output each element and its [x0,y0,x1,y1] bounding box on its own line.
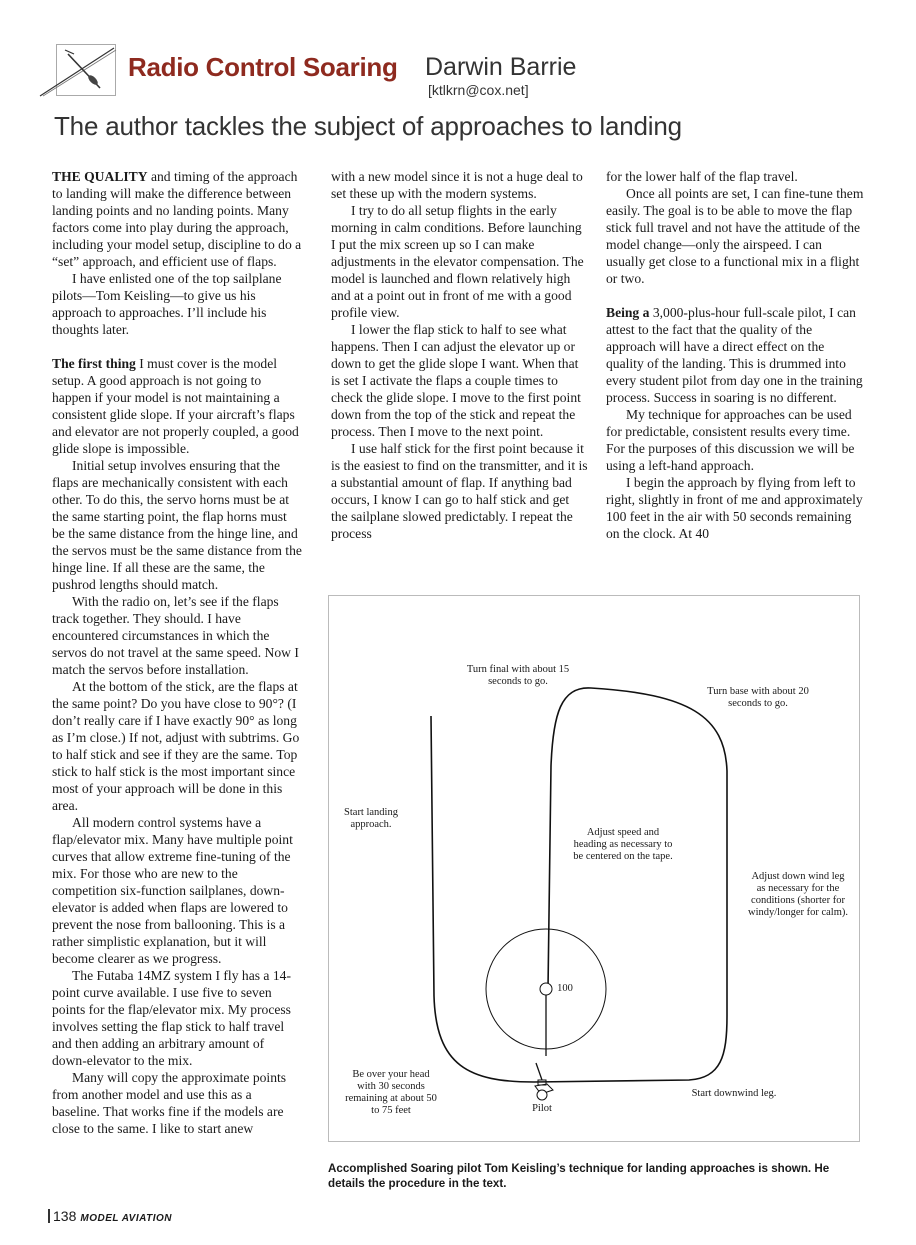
paragraph-text: I try to do all setup flights in the early morning in calm conditions. Before launching I put the mix screen up so I can make adjustments in the elevator compensation. The model is launched and flown relatively high and at a point out in front of me with a good profile view. [331,203,584,320]
pilot-icon [535,1080,553,1100]
magazine-name: MODEL AVIATION [80,1213,172,1224]
paragraph-text: Once all points are set, I can fine-tune them easily. The goal is to be able to move the flap stick full travel and not have the attitude of the model change—only the airspeed. I can usually get close to a functional mix in a flight or two. [606,186,864,286]
label-target-100: 100 [557,983,573,994]
text-column-1 [52,168,302,1137]
flight-path-drawing [329,596,861,1143]
paragraph [331,168,589,202]
label-pilot: Pilot [532,1103,552,1114]
author-name: Darwin Barrie [425,53,577,81]
landing-spot [540,983,552,995]
paragraph [52,270,302,338]
paragraph-text: for the lower half of the flap travel. [606,169,798,184]
flight-path-line [431,688,727,1082]
paragraph [52,678,302,814]
paragraph [52,355,302,457]
paragraph-text: The Futaba 14MZ system I fly has a 14-point curve available. I use five to seven points for the flap/elevator mix. My process involves setting the flap stick to half travel and then adding an arbitrary amount of down-elevator to the mix. [52,968,291,1068]
article-headline: The author tackles the subject of approaches to landing [54,111,682,141]
paragraph-text: At the bottom of the stick, are the flaps at the same point? Do you have close to 90°? (I don’t really care if I have exactly 90° as long as I’m close.) If not, adjust with subtrims. Go to half stick and see if they are the same. Top stick to half stick is the most important since most of your approach will be done in this area. [52,679,300,813]
paragraph [606,185,864,287]
glider-logo [38,44,118,96]
author-email: [ktlkrn@cox.net] [428,82,529,98]
glider-icon [38,44,118,100]
paragraph [606,406,864,474]
paragraph [52,457,302,593]
page-footer [48,1208,172,1224]
paragraph-text: and timing of the approach to landing will make the difference between landing points and no landing points. Many factors come into play during the approach, including your model setup, discipline to do a “set” approach, and efficient use of flaps. [52,169,302,269]
paragraph [52,967,302,1069]
label-adjust-downwind: Adjust down wind leg as necessary for the conditions (shorter for windy/longer for calm). [747,871,849,918]
paragraph-text: 3,000-plus-hour full-scale pilot, I can attest to the fact that the quality of the approach will have a direct effect on the quality of the landing. This is drummed into every student pilot from day one in the training process. Success in soaring is no different. [606,305,863,405]
label-turn-final: Turn final with about 15 seconds to go. [466,664,570,687]
paragraph [331,321,589,440]
page-number: 138 [53,1208,77,1224]
paragraph [331,440,589,542]
paragraph [606,304,864,406]
paragraph-text: All modern control systems have a flap/elevator mix. Many have multiple point curves that allow extreme fine-tuning of the mix. For those who are new to the competition six-function sailplanes, down-elevator is added when flaps are lowered to prevent the nose from ballooning. This is a rather simplistic explanation, but it will become clearer as we progress. [52,815,293,966]
paragraph [52,1069,302,1137]
paragraph [606,168,864,185]
paragraph-text: Initial setup involves ensuring that the flaps are mechanically consistent with each other. To do this, the servo horns must be at the same starting point, the flap horns must be the same distance from the hinge line, and the servos must be the same distance from the hinge line. If all these are the same, the pushrod lengths should match. [52,458,302,592]
paragraph-text: I begin the approach by flying from left to right, slightly in front of me and approximately 100 feet in the air with 50 seconds remaining on the clock. At 40 [606,475,863,541]
label-start-landing: Start landing approach. [344,807,398,830]
paragraph-lead-in: THE QUALITY [52,169,148,184]
text-column-2 [331,168,589,542]
paragraph-text: I have enlisted one of the top sailplane pilots—Tom Keisling—to give us his approach to approaches. I’ll include his thoughts later. [52,271,282,337]
paragraph-lead-in: Being a [606,305,650,320]
paragraph-text: With the radio on, let’s see if the flaps track together. They should. I have encountered circumstances in which the servos do not travel at the same speed. Now I match the servos before installation. [52,594,299,677]
paragraph-text: I must cover is the model setup. A good approach is not going to happen if your model is not maintaining a consistent glide slope. If your aircraft’s flaps and elevator are not properly coupled, a good glide slope is impossible. [52,356,299,456]
paragraph-text: with a new model since it is not a huge deal to set these up with the modern systems. [331,169,583,201]
paragraph-text: I use half stick for the first point because it is the easiest to find on the transmitter, and it is a substantial amount of flap. If anything bad occurs, I know I can go to half stick and get the sailplane slowed predictably. I repeat the process [331,441,588,541]
paragraph-text: I lower the flap stick to half to see what happens. Then I can adjust the elevator up or down to get the glide slope I want. When that is set I activate the flaps a couple times to check the glide slope. I move to the first point down from the top of the stick and repeat the process. Then I move to the next point. [331,322,581,439]
label-be-over-head: Be over your head with 30 seconds remaining at about 50 to 75 feet [345,1069,437,1116]
landing-approach-diagram [328,595,860,1142]
paragraph [331,202,589,321]
label-start-downwind: Start downwind leg. [691,1088,777,1099]
figure-caption: Accomplished Soaring pilot Tom Keisling’s technique for landing approaches is shown. He details the procedure in the text. [328,1162,830,1190]
text-column-3 [606,168,864,542]
paragraph [606,474,864,542]
paragraph-text: My technique for approaches can be used for predictable, consistent results every time. For the purposes of this discussion we will be using a left-hand approach. [606,407,855,473]
label-adjust-speed: Adjust speed and heading as necessary to be centered on the tape. [573,827,673,862]
paragraph-lead-in: The first thing [52,356,136,371]
label-turn-base: Turn base with about 20 seconds to go. [707,686,809,709]
paragraph [52,168,302,270]
paragraph-text: Many will copy the approximate points from another model and use this as a baseline. That works fine if the models are close to the same. I like to start anew [52,1070,287,1136]
section-title: Radio Control Soaring [128,52,398,82]
paragraph [52,814,302,967]
paragraph [52,593,302,678]
